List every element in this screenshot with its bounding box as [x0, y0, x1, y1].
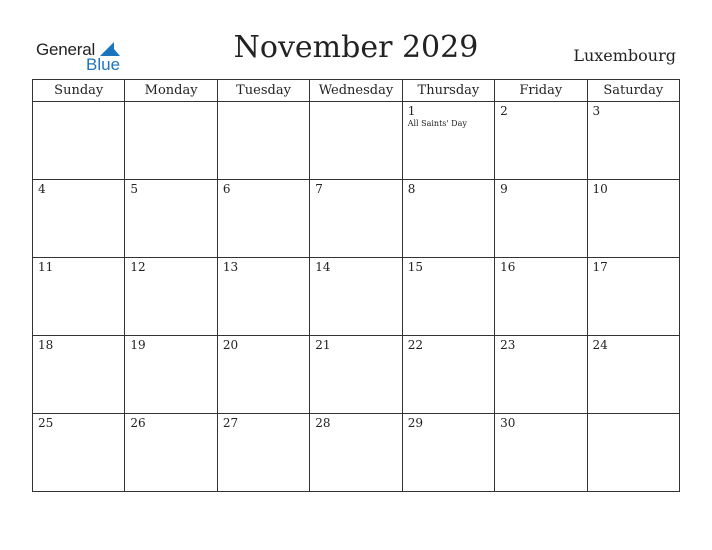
- day-cell: [495, 180, 587, 258]
- day-cell: [33, 258, 125, 336]
- day-number: 14: [315, 260, 331, 274]
- weekday-header-saturday: Saturday: [587, 80, 679, 102]
- day-cell: [587, 336, 679, 414]
- day-cell: [125, 258, 217, 336]
- day-cell: [402, 258, 494, 336]
- day-cell: [125, 336, 217, 414]
- day-number: 11: [38, 260, 54, 274]
- day-number: 13: [222, 260, 239, 274]
- day-cell: [310, 180, 402, 258]
- day-number: 24: [592, 338, 608, 352]
- day-cell: [217, 336, 309, 414]
- week-row: [33, 102, 680, 180]
- day-number: 28: [315, 416, 331, 430]
- day-cell: [587, 102, 679, 180]
- weekday-header-row-group: [33, 80, 680, 102]
- week-row: [33, 258, 680, 336]
- day-number: 8: [407, 182, 416, 196]
- weekday-header-tuesday: Tuesday: [217, 80, 309, 102]
- day-number: [588, 414, 679, 417]
- day-cell: [310, 258, 402, 336]
- day-cell: [125, 180, 217, 258]
- holiday-label: All Saints' Day: [407, 119, 467, 128]
- day-number: 25: [38, 416, 54, 430]
- day-number: [310, 102, 401, 105]
- day-number: 18: [38, 338, 54, 352]
- day-cell: [33, 414, 125, 492]
- day-cell: [495, 258, 587, 336]
- day-number: [218, 102, 309, 105]
- day-cell: [310, 102, 402, 180]
- day-cell: [587, 414, 679, 492]
- calendar-weeks: [33, 102, 680, 492]
- week-row: [33, 336, 680, 414]
- day-cell: [402, 180, 494, 258]
- day-cell: [310, 414, 402, 492]
- day-number: 27: [222, 416, 239, 430]
- day-cell: [402, 102, 494, 180]
- day-cell: [495, 102, 587, 180]
- day-number: 20: [222, 338, 239, 352]
- day-number: 10: [592, 182, 608, 196]
- day-number: 22: [407, 338, 423, 352]
- month-calendar-grid: [32, 79, 680, 492]
- day-cell: [217, 180, 309, 258]
- day-cell: [125, 102, 217, 180]
- day-cell: [125, 414, 217, 492]
- day-number: [33, 102, 124, 105]
- weekday-header-friday: Friday: [495, 80, 587, 102]
- day-cell: [402, 336, 494, 414]
- day-cell: [495, 414, 587, 492]
- day-cell: [33, 180, 125, 258]
- day-number: 3: [592, 104, 601, 118]
- country-label: Luxembourg: [573, 46, 676, 65]
- day-number: 15: [407, 260, 423, 274]
- weekday-header-monday: Monday: [125, 80, 217, 102]
- day-number: 21: [315, 338, 331, 352]
- page-title: November 2029: [233, 30, 479, 65]
- day-number: 9: [500, 182, 508, 196]
- day-number: 12: [130, 260, 146, 274]
- weekday-header-thursday: Thursday: [402, 80, 494, 102]
- day-number: 7: [315, 182, 323, 196]
- day-cell: [587, 180, 679, 258]
- day-cell: [495, 336, 587, 414]
- day-cell: [587, 258, 679, 336]
- day-number: 26: [130, 416, 146, 430]
- day-cell: [33, 102, 125, 180]
- day-number: 30: [500, 416, 516, 430]
- week-row: [33, 180, 680, 258]
- day-number: 6: [222, 182, 231, 196]
- logo-word-general: General: [36, 40, 96, 59]
- week-row: [33, 414, 680, 492]
- day-number: 16: [500, 260, 516, 274]
- day-number: 17: [592, 260, 608, 274]
- day-number: 23: [500, 338, 516, 352]
- day-number: 4: [38, 182, 46, 196]
- weekday-header-sunday: Sunday: [33, 80, 125, 102]
- day-number: 1: [407, 104, 416, 118]
- day-number: 5: [130, 182, 139, 196]
- logo-word-blue: Blue: [86, 55, 121, 74]
- weekday-header-row: [33, 80, 680, 102]
- day-number: 2: [500, 104, 508, 118]
- weekday-header-wednesday: Wednesday: [310, 80, 402, 102]
- day-cell: [217, 102, 309, 180]
- day-cell: [310, 336, 402, 414]
- day-number: 29: [407, 416, 423, 430]
- day-number: 19: [130, 338, 146, 352]
- day-cell: [402, 414, 494, 492]
- day-cell: [33, 336, 125, 414]
- day-cell: [217, 414, 309, 492]
- day-cell: [217, 258, 309, 336]
- day-number: [125, 102, 216, 105]
